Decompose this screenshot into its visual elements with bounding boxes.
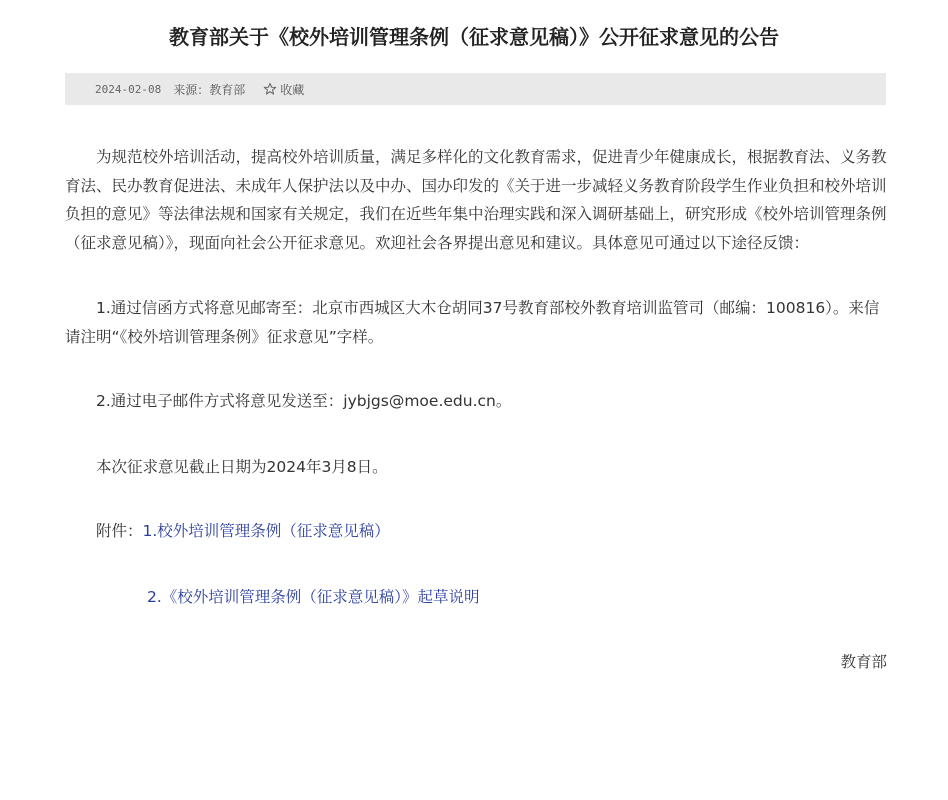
attachment-link-2-text: 《校外培训管理条例（征求意见稿）》起草说明 <box>161 587 480 606</box>
favorite-label: 收藏 <box>280 82 305 97</box>
intro-paragraph: 为规范校外培训活动，提高校外培训质量，满足多样化的文化教育需求，促进青少年健康成长，根据教育法、义务教育法、民办教育促进法、未成年人保护法以及中办、国办印发的《关于进一步减轻义务教育阶段学生作业负担和校外培训负担的意见》等法律法规和国家有关规定，我们在近些年集中治理实践和深入调研基础上，研究形成《校外培训管理条例（征求意见稿）》，现面向社会公开征求意见。欢迎社会各界提出意见和建议。具体意见可通过以下途径反馈： <box>65 148 887 252</box>
attachment-link-2[interactable] <box>147 588 480 606</box>
article-meta-bar <box>65 73 886 105</box>
page-title: 教育部关于《校外培训管理条例（征求意见稿）》公开征求意见的公告 <box>169 25 779 49</box>
favorite-button[interactable] <box>263 81 304 98</box>
attachment-link-1[interactable]: 1.校外培训管理条例（征求意见稿） <box>142 522 390 540</box>
attachment-label: 附件： <box>96 522 143 540</box>
attachment-link-2-prefix: 2. <box>147 587 162 606</box>
star-outline-icon <box>263 82 277 96</box>
feedback-method-email: 2.通过电子邮件方式将意见发送至：jybjgs@moe.edu.cn。 <box>96 392 512 410</box>
feedback-method-mail: 1.通过信函方式将意见邮寄至：北京市西城区大木仓胡同37号教育部校外教育培训监管司（邮编：100816）。来信请注明“《校外培训管理条例》征求意见”字样。 <box>65 299 880 346</box>
source-label: 来源： <box>173 82 210 97</box>
source-value: 教育部 <box>209 82 246 97</box>
signature: 教育部 <box>840 653 887 671</box>
publish-date: 2024-02-08 <box>95 82 162 96</box>
attachment-line-1 <box>65 517 887 546</box>
article-body <box>65 143 887 677</box>
attachment-line-2 <box>65 583 887 612</box>
deadline-paragraph: 本次征求意见截止日期为2024年3月8日。 <box>96 457 388 476</box>
source-info <box>173 81 245 98</box>
